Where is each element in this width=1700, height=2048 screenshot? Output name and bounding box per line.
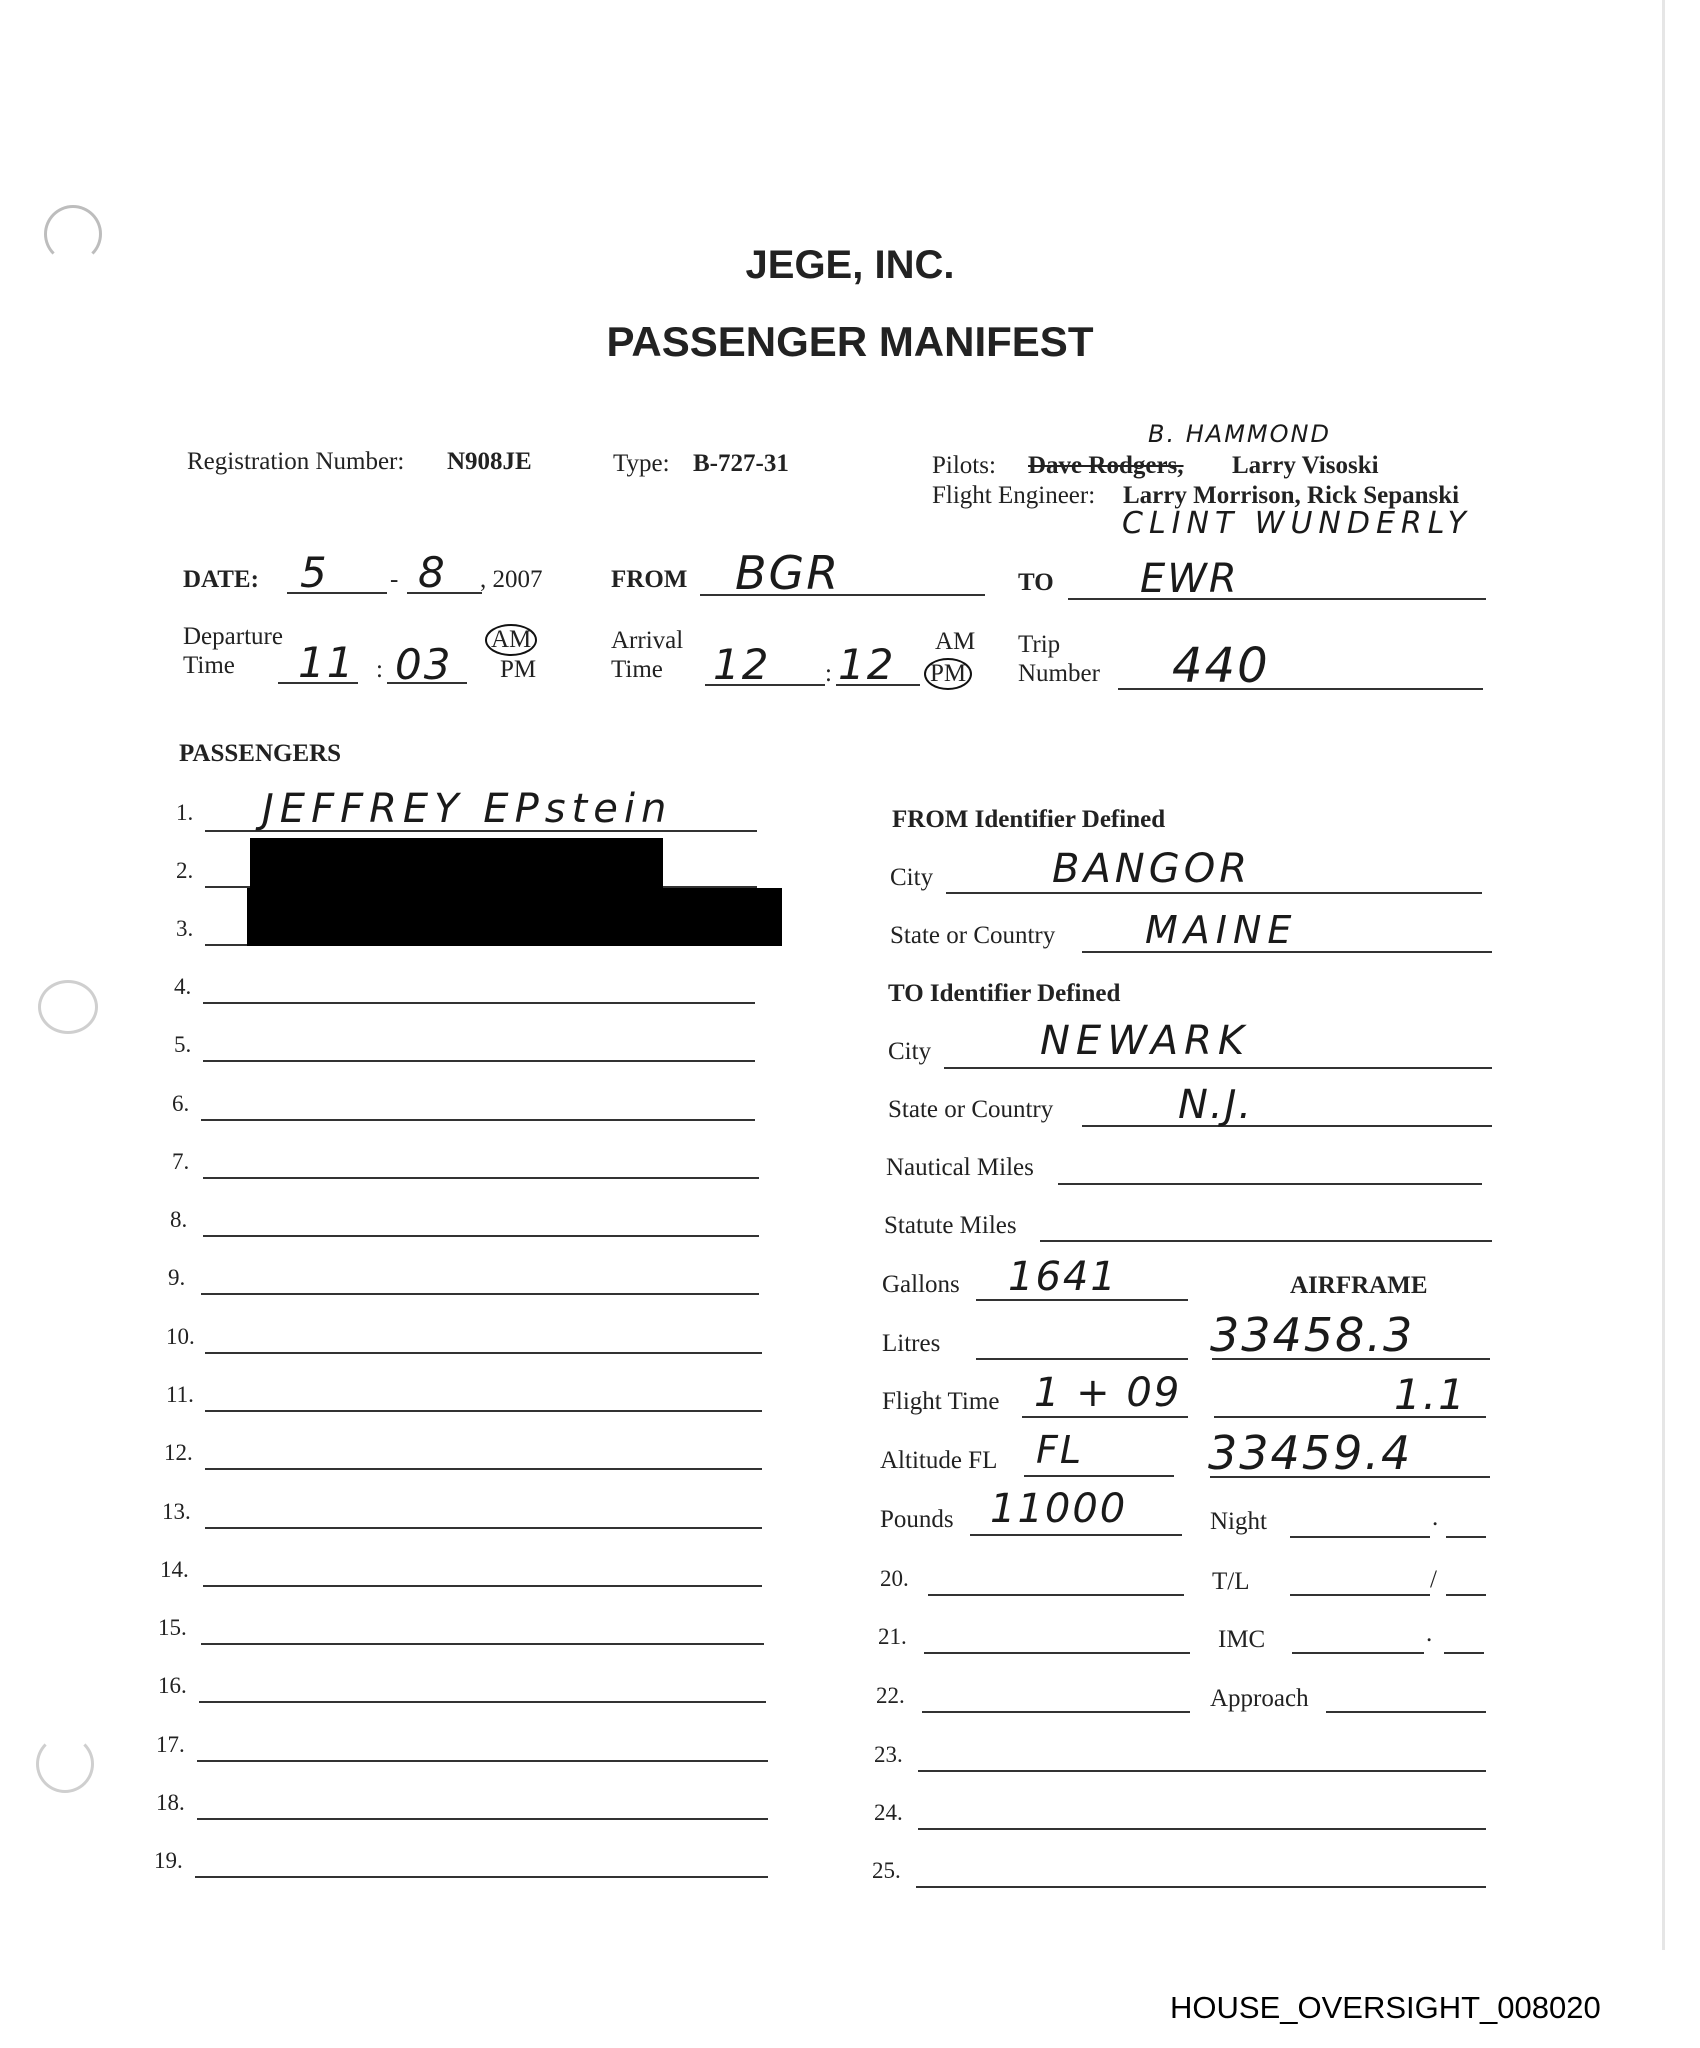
engineer-value: Larry Morrison, Rick Sepanski	[1123, 482, 1460, 509]
type-label: Type:	[613, 450, 670, 477]
row-number-21: 21.	[878, 1624, 907, 1649]
passenger-number-18: 18.	[156, 1790, 185, 1815]
tl-label: T/L	[1212, 1568, 1250, 1595]
redaction-bar	[247, 888, 782, 946]
nautical-miles-label: Nautical Miles	[886, 1154, 1034, 1181]
engineer-added-handwritten: CLINT WUNDERLY	[1122, 506, 1472, 541]
gallons-value: 1641	[1008, 1254, 1118, 1300]
registration-label: Registration Number:	[187, 448, 405, 475]
arrival-hour: 12	[713, 640, 771, 689]
from-state-value: MAINE	[1145, 908, 1298, 952]
type-value: B-727-31	[693, 450, 789, 477]
to-state-value: N.J.	[1178, 1082, 1254, 1128]
from-value: BGR	[735, 546, 841, 600]
date-sep: -	[390, 566, 399, 593]
date-month: 5	[300, 548, 329, 597]
passenger-number-19: 19.	[154, 1848, 183, 1873]
from-city-value: BANGOR	[1052, 846, 1251, 892]
night-label: Night	[1210, 1508, 1267, 1535]
flight-time-value: 1 + 09	[1034, 1370, 1182, 1416]
to-state-label: State or Country	[888, 1096, 1054, 1123]
passenger-number-15: 15.	[158, 1615, 187, 1640]
gallons-label: Gallons	[882, 1271, 960, 1298]
to-identifier-label: TO Identifier Defined	[888, 980, 1121, 1007]
altitude-label: Altitude FL	[880, 1447, 998, 1474]
passenger-number-17: 17.	[156, 1732, 185, 1757]
page-title: PASSENGER MANIFEST	[606, 318, 1094, 365]
redaction-bar	[250, 838, 663, 888]
passenger-number-13: 13.	[162, 1499, 191, 1524]
departure-am-circled: AM	[485, 624, 537, 656]
arrival-colon: :	[825, 660, 832, 687]
row-number-23: 23.	[874, 1742, 903, 1767]
document-id-footer: HOUSE_OVERSIGHT_008020	[1170, 1990, 1601, 2025]
airframe-value-1: 33458.3	[1210, 1308, 1415, 1362]
departure-colon: :	[376, 656, 383, 683]
airframe-value-2: 1.1	[1394, 1370, 1467, 1419]
departure-label: Departure Time	[183, 623, 283, 679]
arrival-am: AM	[935, 628, 976, 655]
pilots-label: Pilots:	[932, 452, 996, 479]
night-dot: .	[1432, 1504, 1439, 1531]
punch-hole-middle	[38, 980, 98, 1034]
date-label: DATE:	[183, 566, 259, 593]
trip-number-value: 440	[1172, 638, 1270, 694]
passenger-number-5: 5.	[174, 1032, 192, 1057]
departure-min: 03	[395, 640, 453, 689]
trip-number-label: Trip Number	[1018, 631, 1100, 687]
from-label: FROM	[611, 566, 688, 593]
to-value: EWR	[1140, 556, 1239, 602]
to-label: TO	[1018, 569, 1054, 596]
pilot-struck: Dave Rodgers,	[1028, 452, 1184, 479]
pilot-added-handwritten: B. HAMMOND	[1148, 420, 1331, 448]
arrival-min: 12	[838, 640, 896, 689]
pounds-value: 11000	[990, 1486, 1128, 1532]
company-name: JEGE, INC.	[745, 243, 955, 287]
pilot-2: Larry Visoski	[1232, 452, 1379, 479]
departure-pm: PM	[500, 656, 537, 683]
date-year: , 2007	[480, 566, 543, 593]
passenger-number-3: 3.	[176, 916, 194, 941]
punch-hole-bottom	[36, 1735, 94, 1793]
airframe-value-3: 33459.4	[1208, 1426, 1413, 1480]
pounds-label: Pounds	[880, 1506, 954, 1533]
row-number-20: 20.	[880, 1566, 909, 1591]
passenger-number-2: 2.	[176, 858, 194, 883]
passenger-number-8: 8.	[170, 1207, 188, 1232]
passenger-number-7: 7.	[172, 1149, 190, 1174]
passenger-number-14: 14.	[160, 1557, 189, 1582]
airframe-label: AIRFRAME	[1290, 1272, 1428, 1299]
row-number-22: 22.	[876, 1683, 905, 1708]
approach-label: Approach	[1210, 1685, 1309, 1712]
imc-dot: .	[1426, 1620, 1433, 1647]
passenger-1-name: JEFFREY EPstein	[262, 786, 673, 832]
tl-slash: /	[1430, 1566, 1437, 1593]
to-city-label: City	[888, 1038, 932, 1065]
passenger-number-6: 6.	[172, 1091, 190, 1116]
altitude-value: FL	[1036, 1428, 1084, 1472]
from-city-label: City	[890, 864, 934, 891]
departure-hour: 11	[298, 638, 356, 687]
imc-label: IMC	[1218, 1626, 1266, 1653]
arrival-label: Arrival Time	[611, 627, 684, 683]
passenger-number-10: 10.	[166, 1324, 195, 1349]
statute-miles-label: Statute Miles	[884, 1212, 1017, 1239]
passenger-number-11: 11.	[166, 1382, 194, 1407]
from-identifier-label: FROM Identifier Defined	[892, 806, 1166, 833]
passenger-number-12: 12.	[164, 1440, 193, 1465]
passengers-label: PASSENGERS	[179, 740, 342, 767]
litres-label: Litres	[882, 1330, 941, 1357]
flight-time-label: Flight Time	[882, 1388, 1000, 1415]
passenger-number-1: 1.	[176, 800, 194, 825]
passenger-number-16: 16.	[158, 1673, 187, 1698]
passenger-number-4: 4.	[174, 974, 192, 999]
from-state-label: State or Country	[890, 922, 1056, 949]
row-number-25: 25.	[872, 1858, 901, 1883]
passenger-number-9: 9.	[168, 1265, 186, 1290]
registration-value: N908JE	[447, 448, 532, 475]
page-edge	[1662, 0, 1665, 1950]
arrival-pm-circled: PM	[924, 658, 972, 690]
to-city-value: NEWARK	[1040, 1018, 1251, 1064]
row-number-24: 24.	[874, 1800, 903, 1825]
engineer-label: Flight Engineer:	[932, 482, 1096, 509]
date-day: 8	[418, 548, 447, 597]
